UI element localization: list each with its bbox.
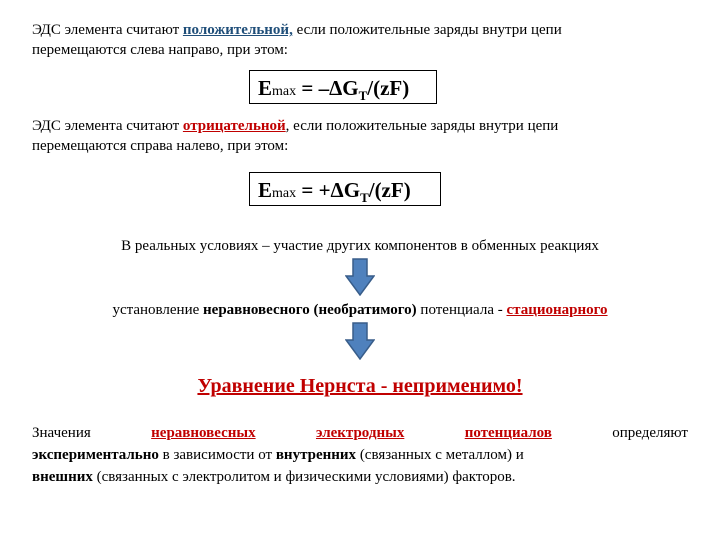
- text: потенциала -: [416, 302, 507, 318]
- down-arrow-icon: [345, 258, 375, 296]
- nernst-heading: Уравнение Нернста - неприменимо!: [197, 375, 523, 397]
- formula-rhs: = +ΔG: [296, 178, 361, 202]
- establishment-line: [0, 300, 720, 320]
- text: перемещаются справа налево, при этом:: [32, 138, 289, 154]
- text: ЭДС элемента считают: [32, 118, 183, 134]
- paragraph-positive-emf: [32, 20, 692, 60]
- term-stationary: стационарного: [506, 302, 608, 318]
- formula-symbol-e: E: [258, 178, 273, 202]
- final-paragraph: [32, 422, 688, 488]
- term-positive: положительной,: [182, 22, 293, 38]
- text: , если положительные заряды внутри цепи: [285, 118, 559, 134]
- formula-symbol-e: E: [258, 76, 273, 100]
- term-nonequilibrium: неравновесных: [151, 425, 256, 441]
- formula-subscript-max: max: [272, 186, 297, 201]
- paragraph-negative-emf: [32, 116, 692, 156]
- text: (связанных с металлом) и: [356, 447, 524, 463]
- formula-subscript-max: max: [272, 84, 297, 99]
- formula-tail: /(zF): [367, 76, 410, 100]
- final-line-2: [32, 444, 688, 466]
- term-nonequilibrium: неравновесного (необратимого): [203, 302, 417, 318]
- term-electrode: электродных: [315, 425, 405, 441]
- text: Значения: [32, 425, 91, 441]
- text: определяют: [612, 425, 688, 441]
- down-arrow-icon: [345, 322, 375, 360]
- formula-negative: [249, 172, 441, 206]
- formula-subscript-t: T: [358, 88, 368, 103]
- term-internal: внутренних: [275, 447, 357, 463]
- term-negative: отрицательной: [182, 118, 286, 134]
- text: (связанных с электролитом и физическими условиями) факторов.: [92, 469, 516, 485]
- term-external: внешних: [32, 469, 93, 485]
- formula-rhs: = –ΔG: [296, 76, 359, 100]
- formula-positive: [249, 70, 437, 104]
- term-potentials: потенциалов: [464, 425, 552, 441]
- term-experimentally: экспериментально: [32, 447, 159, 463]
- final-line-3: [32, 466, 688, 488]
- text: установление: [112, 302, 204, 318]
- formula-tail: /(zF): [368, 178, 411, 202]
- text: ЭДС элемента считают: [32, 22, 183, 38]
- formula-subscript-t: T: [360, 190, 369, 205]
- text: в зависимости от: [158, 447, 276, 463]
- text: перемещаются слева направо, при этом:: [32, 42, 288, 58]
- final-line-1: [32, 422, 688, 444]
- real-conditions-line: В реальных условиях – участие других компонентов в обменных реакциях: [121, 238, 599, 254]
- text: если положительные заряды внутри цепи: [292, 22, 562, 38]
